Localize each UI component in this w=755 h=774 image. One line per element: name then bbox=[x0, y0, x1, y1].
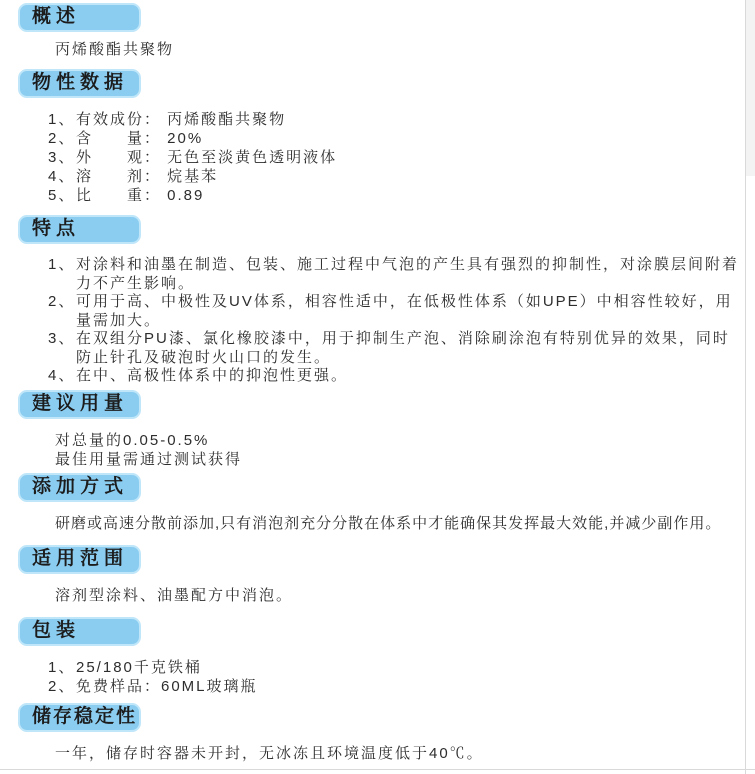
section-title: 包装 bbox=[18, 617, 141, 646]
section-storage bbox=[0, 703, 755, 763]
item-text: 外 观： 无色至淡黄色透明液体 bbox=[76, 149, 338, 166]
body-line: 溶剂型涂料、油墨配方中消泡。 bbox=[55, 586, 294, 604]
body-line: 一年，储存时容器未开封，无冰冻且环境温度低于40℃。 bbox=[55, 744, 484, 762]
list-item bbox=[48, 677, 741, 696]
list-item bbox=[48, 167, 741, 186]
list-item bbox=[48, 330, 741, 367]
item-text: 可用于高、中极性及UV体系，相容性适中，在低极性体系（如UPE）中相容性较好，用量需加大。 bbox=[76, 293, 733, 329]
page-edge-strip bbox=[746, 0, 755, 176]
body-line: 最佳用量需通过测试获得 bbox=[55, 450, 243, 468]
section-title: 添加方式 bbox=[18, 473, 141, 502]
section-title: 特点 bbox=[18, 215, 141, 244]
list-item bbox=[48, 367, 741, 386]
item-text: 含 量： 20% bbox=[76, 130, 204, 147]
list-item bbox=[48, 110, 741, 129]
body-line: 对总量的0.05-0.5% bbox=[55, 431, 210, 449]
list-item bbox=[48, 186, 741, 205]
item-number: 2、 bbox=[48, 677, 76, 695]
list-item bbox=[48, 129, 741, 148]
section-title: 建议用量 bbox=[18, 390, 141, 419]
list-item bbox=[48, 148, 741, 167]
item-text: 比 重： 0.89 bbox=[76, 187, 205, 204]
item-text: 溶 剂： 烷基苯 bbox=[76, 168, 219, 185]
item-number: 1、 bbox=[48, 256, 76, 273]
body-line: 研磨或高速分散前添加,只有消泡剂充分分散在体系中才能确保其发挥最大效能,并减少副作用。 bbox=[55, 514, 722, 532]
bottom-divider bbox=[0, 769, 755, 770]
item-number: 2、 bbox=[48, 293, 76, 310]
item-number: 1、 bbox=[48, 658, 76, 676]
section-scope bbox=[0, 545, 755, 605]
section-title: 储存稳定性 bbox=[18, 703, 141, 732]
item-text: 在双组分PU漆、氯化橡胶漆中，用于抑制生产泡、消除刷涂泡有特别优异的效果，同时防止针孔及破泡时火山口的发生。 bbox=[76, 330, 730, 366]
section-properties bbox=[0, 69, 755, 205]
section-overview bbox=[0, 3, 755, 59]
section-addition bbox=[0, 473, 755, 533]
section-title: 概述 bbox=[18, 3, 141, 32]
item-number: 1、 bbox=[48, 111, 76, 128]
item-text: 有效成份： 丙烯酸酯共聚物 bbox=[76, 111, 287, 128]
item-number: 2、 bbox=[48, 130, 76, 147]
list-item bbox=[48, 256, 741, 293]
section-title: 适用范围 bbox=[18, 545, 141, 574]
section-packaging bbox=[0, 617, 755, 696]
body-line: 丙烯酸酯共聚物 bbox=[55, 41, 175, 58]
item-number: 3、 bbox=[48, 330, 76, 347]
list-item bbox=[48, 658, 741, 677]
section-title: 物性数据 bbox=[18, 69, 141, 98]
item-text: 在中、高极性体系中的抑泡性更强。 bbox=[76, 367, 349, 384]
item-text: 对涂料和油墨在制造、包装、施工过程中气泡的产生具有强烈的抑制性，对涂膜层间附着力不产生影响。 bbox=[76, 256, 740, 292]
item-text: 免费样品：60ML玻璃瓶 bbox=[76, 677, 258, 695]
vertical-divider bbox=[745, 0, 746, 774]
item-text: 25/180千克铁桶 bbox=[76, 658, 202, 676]
item-number: 3、 bbox=[48, 149, 76, 166]
item-number: 4、 bbox=[48, 168, 76, 185]
section-dosage bbox=[0, 390, 755, 469]
item-number: 4、 bbox=[48, 367, 76, 384]
list-item bbox=[48, 293, 741, 330]
item-number: 5、 bbox=[48, 187, 76, 204]
section-features bbox=[0, 215, 755, 386]
